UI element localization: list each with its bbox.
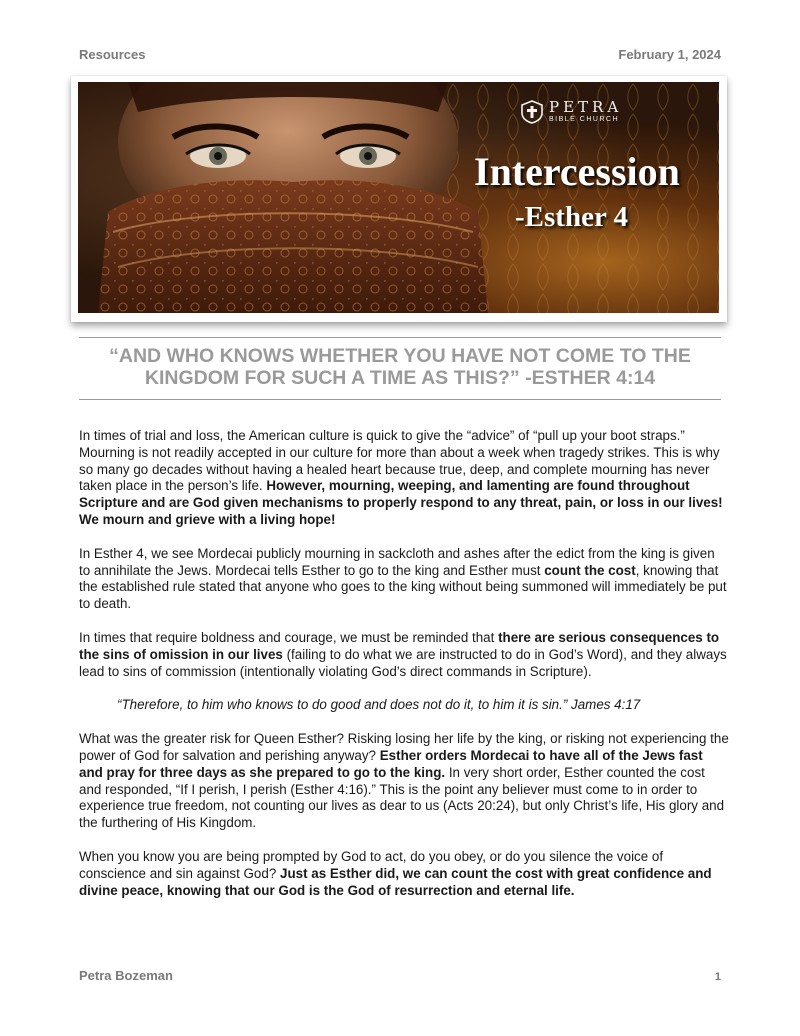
banner-frame [71,76,727,322]
article-body [79,428,729,916]
banner-title: Intercession [474,149,680,194]
church-logo [521,100,622,124]
paragraph-5-bold: Just as Esther did, we can count the cost with great confidence and divine peace, knowing that our God is the God of resurrection and eternal life. [79,865,712,898]
paragraph-1-bold: However, mourning, weeping, and lamenting are found throughout Scripture and are God given mechanisms to properly respond to any threat, pain, or loss in our lives! We mourn and grieve with a living hope! [79,478,723,527]
paragraph-4-bold: Esther orders Mordecai to have all of the Jews fast and pray for three days as she prepared to go to the king. [79,747,703,780]
paragraph-3-text-end: (failing to do what we are instructed to do in God’s Word), and they always lead to sins of commission (intentionally violating God’s direct commands in Scripture). [79,646,727,679]
paragraph-1 [79,428,729,529]
footer-author: Petra Bozeman [79,968,173,983]
banner-subtitle: -Esther 4 [515,201,629,233]
paragraph-4-text: What was the greater risk for Queen Esther? Risking losing her life by the king, or risking not experiencing the power of God for salvation and perishing anyway? [79,731,729,763]
paragraph-3 [79,630,729,680]
paragraph-4 [79,731,729,832]
paragraph-3-text: In times that require boldness and courage, we must be reminded that [79,629,499,645]
paragraph-2-text: In Esther 4, we see Mordecai publicly mourning in sackcloth and ashes after the edict from the king is given to annihilate the Jews. Mordecai tells Esther to go to the king and Esther must [79,545,715,578]
paragraph-2 [79,546,729,613]
page-number: 1 [714,971,721,983]
paragraph-1-text: In times of trial and loss, the American culture is quick to give the “advice” of “pull up your boot straps.” Mourning is not readily accepted in our culture for more than about a week when tragedy strikes. This is why so many go decades without having a healed heart because true, deep, and complete mourning has never taken place in the person’s life. [79,428,720,494]
logo-sub-text: BIBLE CHURCH [549,116,620,123]
paragraph-2-bold: count the cost [544,562,636,578]
logo-main-text: PETRA [549,98,623,116]
banner-image [78,82,719,313]
scripture-quote: “Therefore, to him who knows to do good and does not do it, to him it is sin.” James 4:17 [117,697,641,713]
paragraph-3-bold: there are serious consequences to the sins of omission in our lives [79,629,720,662]
paragraph-2-text-end: , knowing that the established rule stated that anyone who goes to the king without being summoned will immediately be put to death. [79,562,727,612]
key-verse-line-2: KINGDOM FOR SUCH A TIME AS THIS?” -ESTHER 4:14 [144,367,656,389]
key-verse-line-1: “AND WHO KNOWS WHETHER YOU HAVE NOT COME TO THE [109,345,691,367]
divider-top [79,337,721,338]
header-date: February 1, 2024 [618,47,721,62]
key-verse [79,345,721,389]
paragraph-5-text: When you know you are being prompted by God to act, do you obey, or do you silence the voice of conscience and sin against God? [79,848,664,881]
veiled-woman-illustration [78,82,719,313]
cross-shield-icon [521,100,543,124]
paragraph-4-text-end: In very short order, Esther counted the cost and responded, “If I perish, I perish (Esther 4:16).” This is the point any believer must come to in order to experience true freedom, not counting our lives as dear to us (Acts 20:24), but only Christ’s life, His glory and the furthering of His Kingdom. [79,764,725,831]
paragraph-5 [79,849,729,899]
divider-bottom [79,399,721,400]
header-section: Resources [79,47,146,62]
